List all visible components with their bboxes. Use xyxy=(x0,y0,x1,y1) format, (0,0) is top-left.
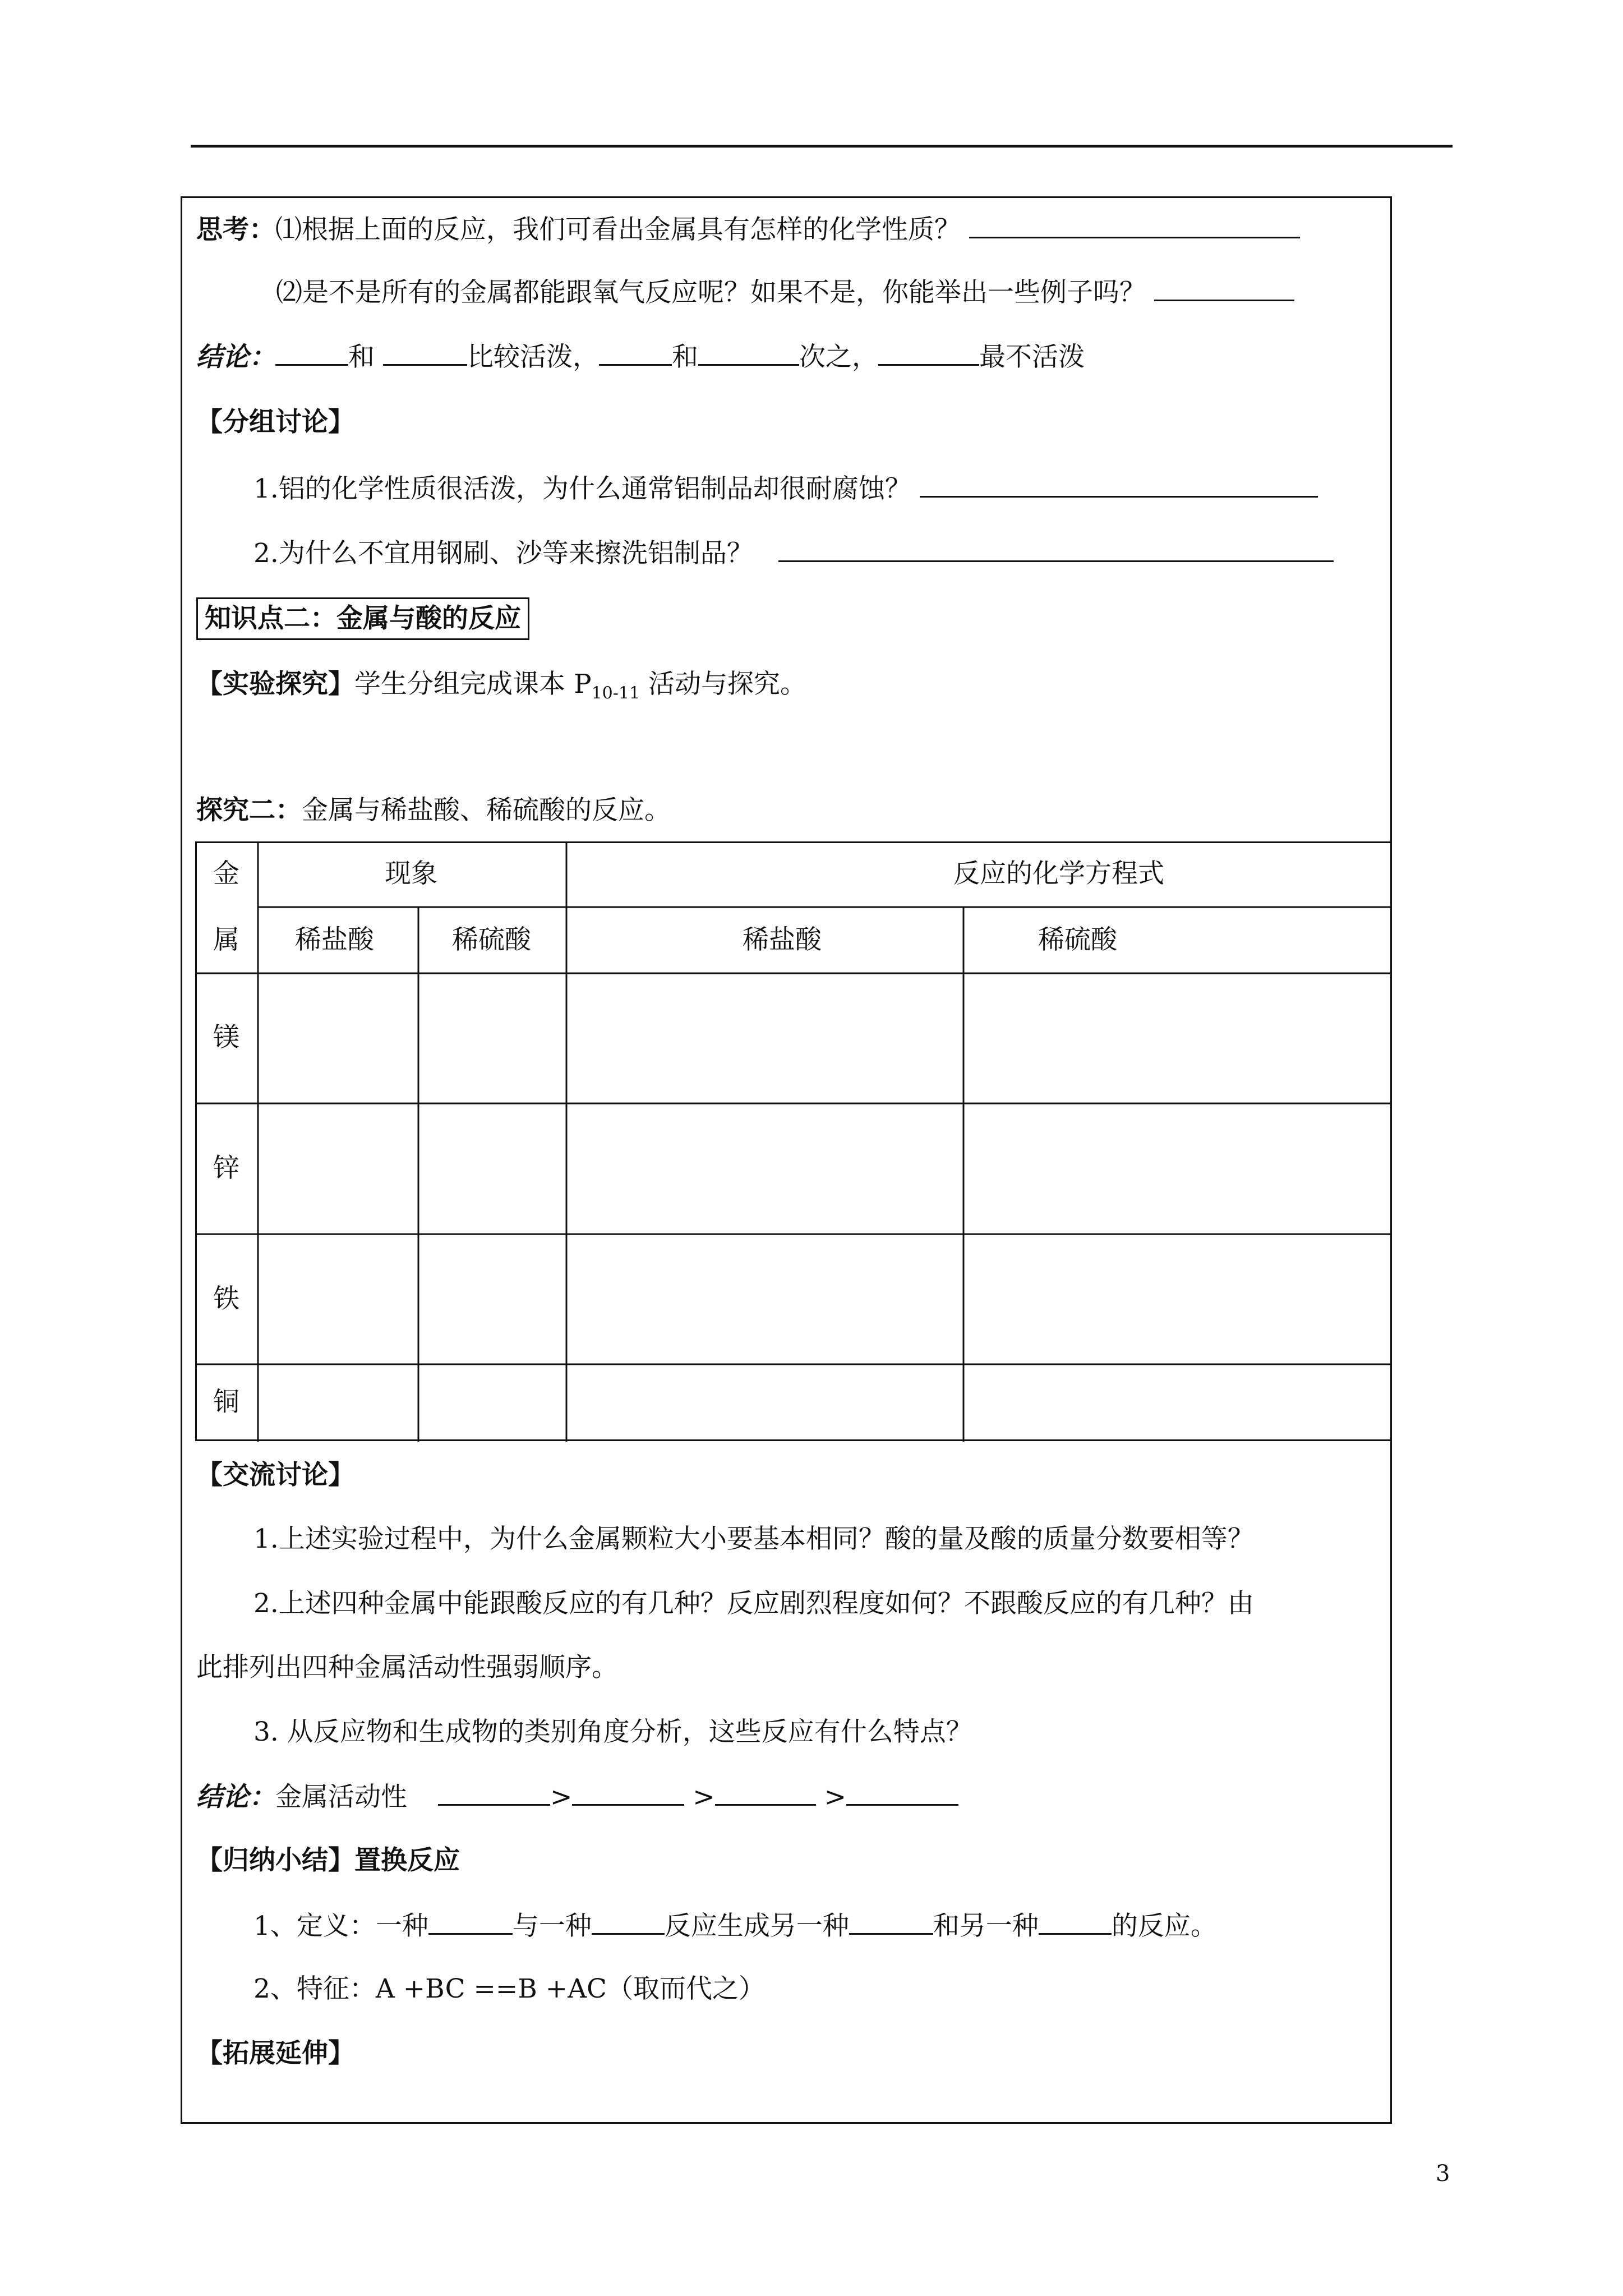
greater-than-3: > xyxy=(824,1782,847,1812)
definition-part-d: 的反应。 xyxy=(1111,1911,1217,1941)
answer-blank[interactable] xyxy=(438,1779,550,1806)
explore2-line xyxy=(196,794,671,827)
summary-heading: 【归纳小结】 xyxy=(196,1845,354,1876)
experiment-line xyxy=(196,668,806,710)
conclusion-order-line xyxy=(196,1779,958,1814)
equation-header: 反应的化学方程式 xyxy=(953,858,1164,889)
greater-than-1: > xyxy=(550,1782,573,1812)
think-q1 xyxy=(196,212,1300,247)
summary-title: 置换反应 xyxy=(354,1845,460,1876)
experiment-text-after: 活动与探究。 xyxy=(648,669,807,700)
experiment-text: 学生分组完成课本 P xyxy=(354,669,592,700)
exchange-q2-line2: 此排列出四种金属活动性强弱顺序。 xyxy=(196,1652,618,1683)
answer-blank[interactable] xyxy=(572,1779,684,1806)
sub-header-hcl-equation: 稀盐酸 xyxy=(743,924,822,955)
definition-part-b: 反应生成另一种 xyxy=(664,1911,849,1941)
metal-header-1: 金 xyxy=(213,858,239,889)
sub-header-h2so4-equation: 稀硫酸 xyxy=(1038,924,1117,955)
answer-blank[interactable] xyxy=(920,471,1318,498)
conclusion-and: 和 xyxy=(671,342,698,372)
answer-blank[interactable] xyxy=(1039,1908,1112,1935)
group-discussion-q2 xyxy=(253,536,1334,570)
definition-prefix: 1、定义：一种 xyxy=(253,1911,428,1941)
experiment-heading: 【实验探究】 xyxy=(196,669,354,700)
exchange-heading: 【交流讨论】 xyxy=(196,1460,354,1490)
extension-heading: 【拓展延伸】 xyxy=(196,2038,354,2069)
think-label: 思考： xyxy=(196,214,275,245)
conclusion2-text: 金属活动性 xyxy=(275,1782,407,1812)
row-metal-mg: 镁 xyxy=(213,1022,239,1053)
answer-blank[interactable] xyxy=(428,1908,513,1935)
exchange-q2-line1: 2.上述四种金属中能跟酸反应的有几种？反应剧烈程度如何？不跟酸反应的有几种？由 xyxy=(253,1588,1254,1619)
definition-part-c: 和另一种 xyxy=(933,1911,1039,1941)
group-discussion-q1 xyxy=(253,471,1318,506)
answer-blank[interactable] xyxy=(1154,275,1294,301)
exchange-q1: 1.上述实验过程中，为什么金属颗粒大小要基本相同？酸的量及酸的质量分数要相等？ xyxy=(253,1524,1254,1554)
answer-blank[interactable] xyxy=(599,339,672,366)
phenomenon-header: 现象 xyxy=(385,858,437,889)
experiment-subscript: 10-11 xyxy=(591,683,640,703)
explore2-text: 金属与稀盐酸、稀硫酸的反应。 xyxy=(302,795,671,826)
metal-header-2: 属 xyxy=(213,924,239,955)
group-q2-text: 2.为什么不宜用钢刷、沙等来擦洗铝制品？ xyxy=(253,538,753,569)
answer-blank[interactable] xyxy=(592,1908,665,1935)
row-metal-zn: 锌 xyxy=(213,1153,239,1184)
think-q2 xyxy=(276,275,1294,310)
greater-than-2: > xyxy=(693,1782,715,1812)
definition-part-a: 与一种 xyxy=(512,1911,592,1941)
conclusion-least: 最不活泼 xyxy=(979,342,1085,372)
definition-line xyxy=(253,1908,1217,1943)
sub-header-h2so4-phenomenon: 稀硫酸 xyxy=(452,924,531,955)
metal-acid-table xyxy=(195,841,1392,1442)
answer-blank[interactable] xyxy=(275,339,348,366)
feature-line: 2、特征：A +BC ==B +AC（取而代之） xyxy=(253,1973,766,2004)
exchange-q3: 3. 从反应物和生成物的类别角度分析，这些反应有什么特点？ xyxy=(253,1717,972,1747)
answer-blank[interactable] xyxy=(846,1779,958,1806)
knowledge-point-box: 知识点二：金属与酸的反应 xyxy=(196,597,529,640)
think-q1-text: ⑴根据上面的反应，我们可看出金属具有怎样的化学性质？ xyxy=(275,214,961,245)
conclusion-label: 结论： xyxy=(196,342,275,372)
answer-blank[interactable] xyxy=(849,1908,933,1935)
explore2-label: 探究二： xyxy=(196,795,302,826)
answer-blank[interactable] xyxy=(715,1779,816,1806)
row-metal-cu: 铜 xyxy=(213,1387,239,1418)
header-rule xyxy=(191,145,1453,148)
answer-blank[interactable] xyxy=(383,339,467,366)
summary-heading-line xyxy=(196,1844,460,1878)
conclusion-more-active: 比较活泼， xyxy=(467,342,599,372)
answer-blank[interactable] xyxy=(878,339,979,366)
conclusion-activity-line xyxy=(196,339,1085,374)
row-metal-fe: 铁 xyxy=(213,1283,239,1314)
group-discussion-heading: 【分组讨论】 xyxy=(196,407,354,438)
think-q2-text: ⑵是不是所有的金属都能跟氧气反应呢？如果不是，你能举出一些例子吗？ xyxy=(276,277,1146,308)
answer-blank[interactable] xyxy=(698,339,799,366)
page-number: 3 xyxy=(1436,2161,1450,2187)
answer-blank[interactable] xyxy=(969,212,1300,238)
conclusion2-label: 结论： xyxy=(196,1782,275,1812)
answer-blank[interactable] xyxy=(778,536,1334,562)
group-q1-text: 1.铝的化学性质很活泼，为什么通常铝制品却很耐腐蚀？ xyxy=(253,473,911,504)
conclusion-next: 次之， xyxy=(799,342,878,372)
conclusion-and: 和 xyxy=(348,342,375,372)
sub-header-hcl-phenomenon: 稀盐酸 xyxy=(295,924,374,955)
